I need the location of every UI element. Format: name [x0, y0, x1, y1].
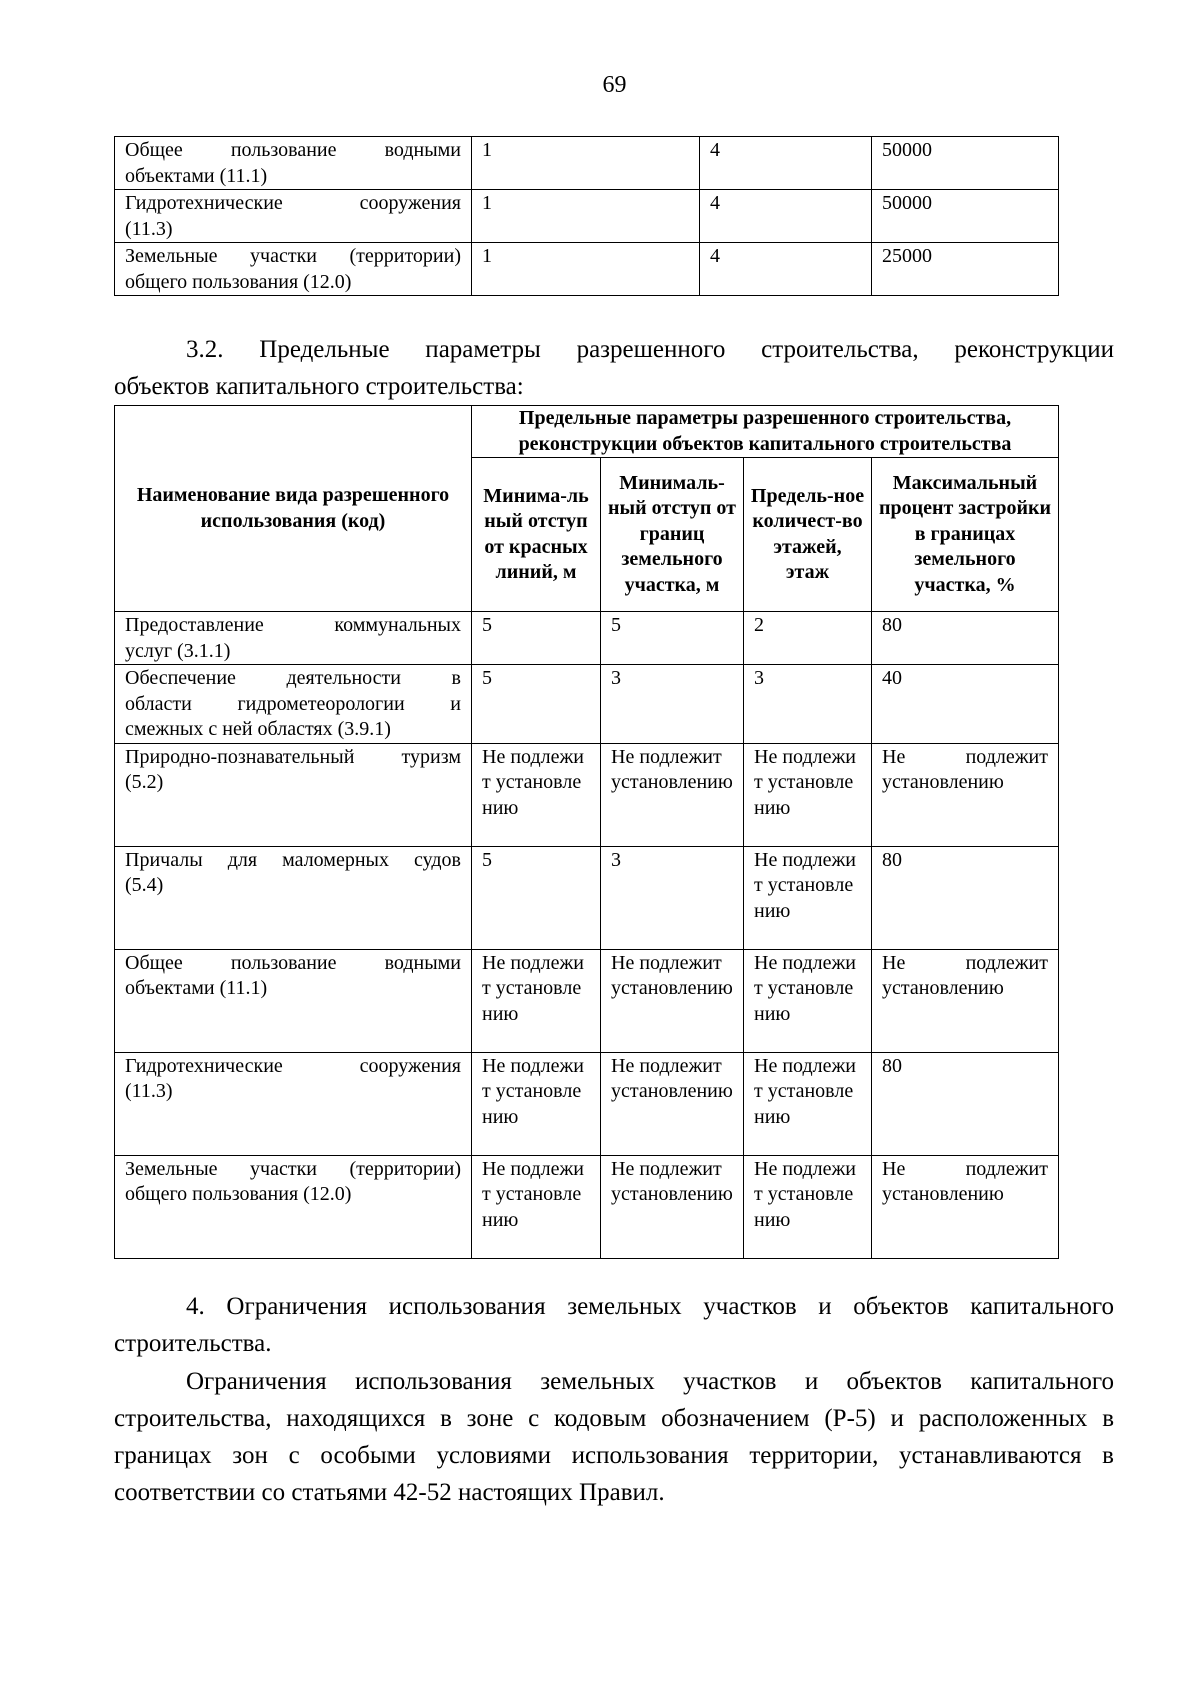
- use-name-cell: Общее пользование водными объектами (11.1): [115, 949, 472, 1052]
- table-row: [115, 612, 1059, 665]
- value-cell: 4: [700, 190, 872, 243]
- table-row: [115, 743, 1059, 846]
- table-row: [115, 243, 1059, 296]
- value-cell: Не подлежит установлению: [472, 743, 601, 846]
- value-cell: Не подлежит установлению: [744, 743, 872, 846]
- value-cell: 1: [472, 137, 700, 190]
- value-cell: 25000: [872, 243, 1059, 296]
- value-cell: 3: [601, 665, 744, 744]
- table-header-row: [115, 406, 1059, 458]
- value-cell: 50000: [872, 190, 1059, 243]
- value-cell: Не подлежит установлению: [472, 949, 601, 1052]
- table-row: [115, 846, 1059, 949]
- value-cell: 5: [472, 846, 601, 949]
- value-cell: 80: [872, 612, 1059, 665]
- table-row: [115, 137, 1059, 190]
- header-group: Предельные параметры разрешенного строительства, реконструкции объектов капитального строительства: [472, 406, 1059, 458]
- header-col-floors: Предель-ное количест-во этажей, этаж: [744, 458, 872, 612]
- section-4-paragraph: Ограничения использования земельных участков и объектов капитального строительства, находящихся в зоне с кодовым обозначением (Р-5) и расположенных в границах зон с особыми условиями использования территории, устанавливаются в соответствии со статьями 42-52 настоящих Правил.: [114, 1368, 1114, 1506]
- table-allowed-uses-area: [114, 136, 1059, 296]
- value-cell: Не подлежит установлению: [872, 743, 1059, 846]
- value-cell: Не подлежит установлению: [744, 949, 872, 1052]
- section-3-2-heading-cont: объектов капитального строительства:: [114, 373, 524, 400]
- table-row: [115, 1052, 1059, 1155]
- value-cell: 4: [700, 243, 872, 296]
- table-construction-parameters: [114, 405, 1059, 1259]
- use-name-cell: Гидротехнические сооружения (11.3): [115, 1052, 472, 1155]
- table-row: [115, 190, 1059, 243]
- use-name-cell: Причалы для маломерных судов (5.4): [115, 846, 472, 949]
- use-name-cell: Природно-познавательный туризм (5.2): [115, 743, 472, 846]
- section-4-heading: 4. Ограничения использования земельных участков и объектов капитального строительства.: [114, 1293, 1114, 1357]
- value-cell: 5: [472, 612, 601, 665]
- value-cell: 1: [472, 243, 700, 296]
- use-name-cell: Земельные участки (территории) общего пользования (12.0): [115, 1155, 472, 1258]
- use-name-cell: Земельные участки (территории) общего пользования (12.0): [115, 243, 472, 296]
- value-cell: Не подлежит установлению: [601, 743, 744, 846]
- table-row: [115, 949, 1059, 1052]
- value-cell: Не подлежит установлению: [601, 1155, 744, 1258]
- table-row: [115, 665, 1059, 744]
- value-cell: 50000: [872, 137, 1059, 190]
- value-cell: Не подлежит установлению: [744, 1052, 872, 1155]
- header-col-boundary: Минималь-ный отступ от границ земельного участка, м: [601, 458, 744, 612]
- header-col-red-lines: Минима-льный отступ от красных линий, м: [472, 458, 601, 612]
- use-name-cell: Общее пользование водными объектами (11.1): [115, 137, 472, 190]
- value-cell: 5: [472, 665, 601, 744]
- value-cell: 80: [872, 1052, 1059, 1155]
- header-col-coverage: Максимальный процент застройки в границах земельного участка, %: [872, 458, 1059, 612]
- header-use-name: Наименование вида разрешенного использования (код): [115, 406, 472, 612]
- value-cell: 4: [700, 137, 872, 190]
- page-number: 69: [602, 72, 627, 98]
- value-cell: Не подлежит установлению: [872, 1155, 1059, 1258]
- use-name-cell: Гидротехнические сооружения (11.3): [115, 190, 472, 243]
- value-cell: Не подлежит установлению: [744, 846, 872, 949]
- value-cell: Не подлежит установлению: [872, 949, 1059, 1052]
- use-name-cell: Предоставление коммунальных услуг (3.1.1): [115, 612, 472, 665]
- value-cell: 1: [472, 190, 700, 243]
- table-row: [115, 1155, 1059, 1258]
- use-name-cell: Обеспечение деятельности в области гидрометеорологии и смежных с ней областях (3.9.1): [115, 665, 472, 744]
- value-cell: 5: [601, 612, 744, 665]
- value-cell: 3: [744, 665, 872, 744]
- value-cell: 40: [872, 665, 1059, 744]
- section-3-2-heading: 3.2. Предельные параметры разрешенного строительства, реконструкции: [186, 336, 1114, 363]
- value-cell: Не подлежит установлению: [472, 1052, 601, 1155]
- value-cell: Не подлежит установлению: [601, 1052, 744, 1155]
- value-cell: Не подлежит установлению: [472, 1155, 601, 1258]
- value-cell: Не подлежит установлению: [601, 949, 744, 1052]
- value-cell: 2: [744, 612, 872, 665]
- value-cell: Не подлежит установлению: [744, 1155, 872, 1258]
- value-cell: 3: [601, 846, 744, 949]
- value-cell: 80: [872, 846, 1059, 949]
